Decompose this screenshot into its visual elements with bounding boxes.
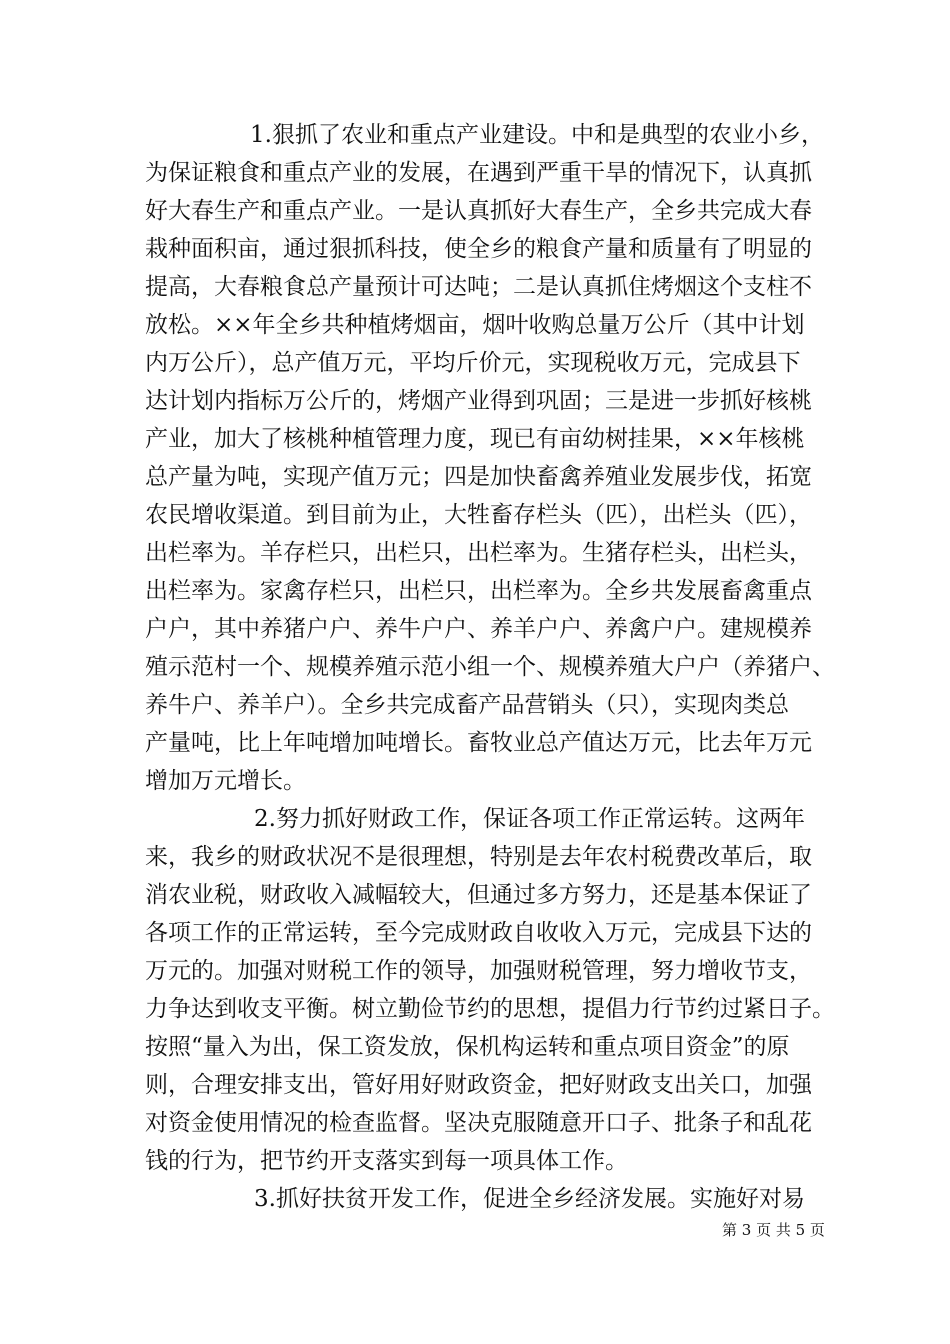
text-line: 出栏率为。家禽存栏只，出栏只，出栏率为。全乡共发展畜禽重点 [145, 578, 812, 604]
text-line: 消农业税，财政收入减幅较大，但通过多方努力，还是基本保证了 [145, 882, 812, 908]
page-number-footer: 第 3 页 共 5 页 [722, 1221, 825, 1239]
text-line: 2.努力抓好财政工作，保证各项工作正常运转。这两年 [254, 806, 805, 832]
text-line: 对资金使用情况的检查监督。坚决克服随意开口子、批条子和乱花 [145, 1110, 812, 1136]
text-line: 出栏率为。羊存栏只，出栏只，出栏率为。生猪存栏头，出栏头， [145, 540, 812, 566]
text-line: 达计划内指标万公斤的，烤烟产业得到巩固；三是进一步抓好核桃 [145, 388, 812, 414]
text-line: 为保证粮食和重点产业的发展，在遇到严重干旱的情况下，认真抓 [145, 160, 812, 186]
text-line: 钱的行为，把节约开支落实到每一项具体工作。 [145, 1148, 628, 1174]
text-line: 农民增收渠道。到目前为止，大牲畜存栏头（匹），出栏头（匹）， [145, 502, 812, 528]
text-line: 万元的。加强对财税工作的领导，加强财税管理，努力增收节支， [145, 958, 812, 984]
text-line: 好大春生产和重点产业。一是认真抓好大春生产，全乡共完成大春 [145, 198, 812, 224]
text-line: 养牛户、养羊户）。全乡共完成畜产品营销头（只），实现肉类总 [145, 692, 789, 718]
text-line: 增加万元增长。 [145, 768, 306, 794]
text-line: 内万公斤），总产值万元，平均斤价元，实现税收万元，完成县下 [145, 350, 801, 376]
text-line: 各项工作的正常运转，至今完成财政自收收入万元，完成县下达的 [145, 920, 812, 946]
text-line: 提高，大春粮食总产量预计可达吨；二是认真抓住烤烟这个支柱不 [145, 274, 812, 300]
text-line: 来，我乡的财政状况不是很理想，特别是去年农村税费改革后，取 [145, 844, 812, 870]
text-line: 力争达到收支平衡。树立勤俭节约的思想，提倡力行节约过紧日子。 [145, 996, 835, 1022]
text-line: 1.狠抓了农业和重点产业建设。中和是典型的农业小乡， [250, 122, 824, 148]
text-line: 产业，加大了核桃种植管理力度，现已有亩幼树挂果，××年核桃 [145, 426, 805, 452]
text-line: 栽种面积亩，通过狠抓科技，使全乡的粮食产量和质量有了明显的 [145, 236, 812, 262]
text-line: 则，合理安排支出，管好用好财政资金，把好财政支出关口，加强 [145, 1072, 812, 1098]
text-line: 户户，其中养猪户户、养牛户户、养羊户户、养禽户户。建规模养 [145, 616, 812, 642]
text-line: 按照“量入为出，保工资发放，保机构运转和重点项目资金”的原 [145, 1034, 790, 1060]
text-line: 总产量为吨，实现产值万元；四是加快畜禽养殖业发展步伐，拓宽 [145, 464, 812, 490]
text-line: 产量吨，比上年吨增加吨增长。畜牧业总产值达万元，比去年万元 [145, 730, 812, 756]
text-line: 殖示范村一个、规模养殖示范小组一个、规模养殖大户户（养猪户、 [145, 654, 835, 680]
text-line: 放松。××年全乡共种植烤烟亩，烟叶收购总量万公斤（其中计划 [145, 312, 805, 338]
text-line: 3.抓好扶贫开发工作，促进全乡经济发展。实施好对易 [254, 1186, 805, 1212]
